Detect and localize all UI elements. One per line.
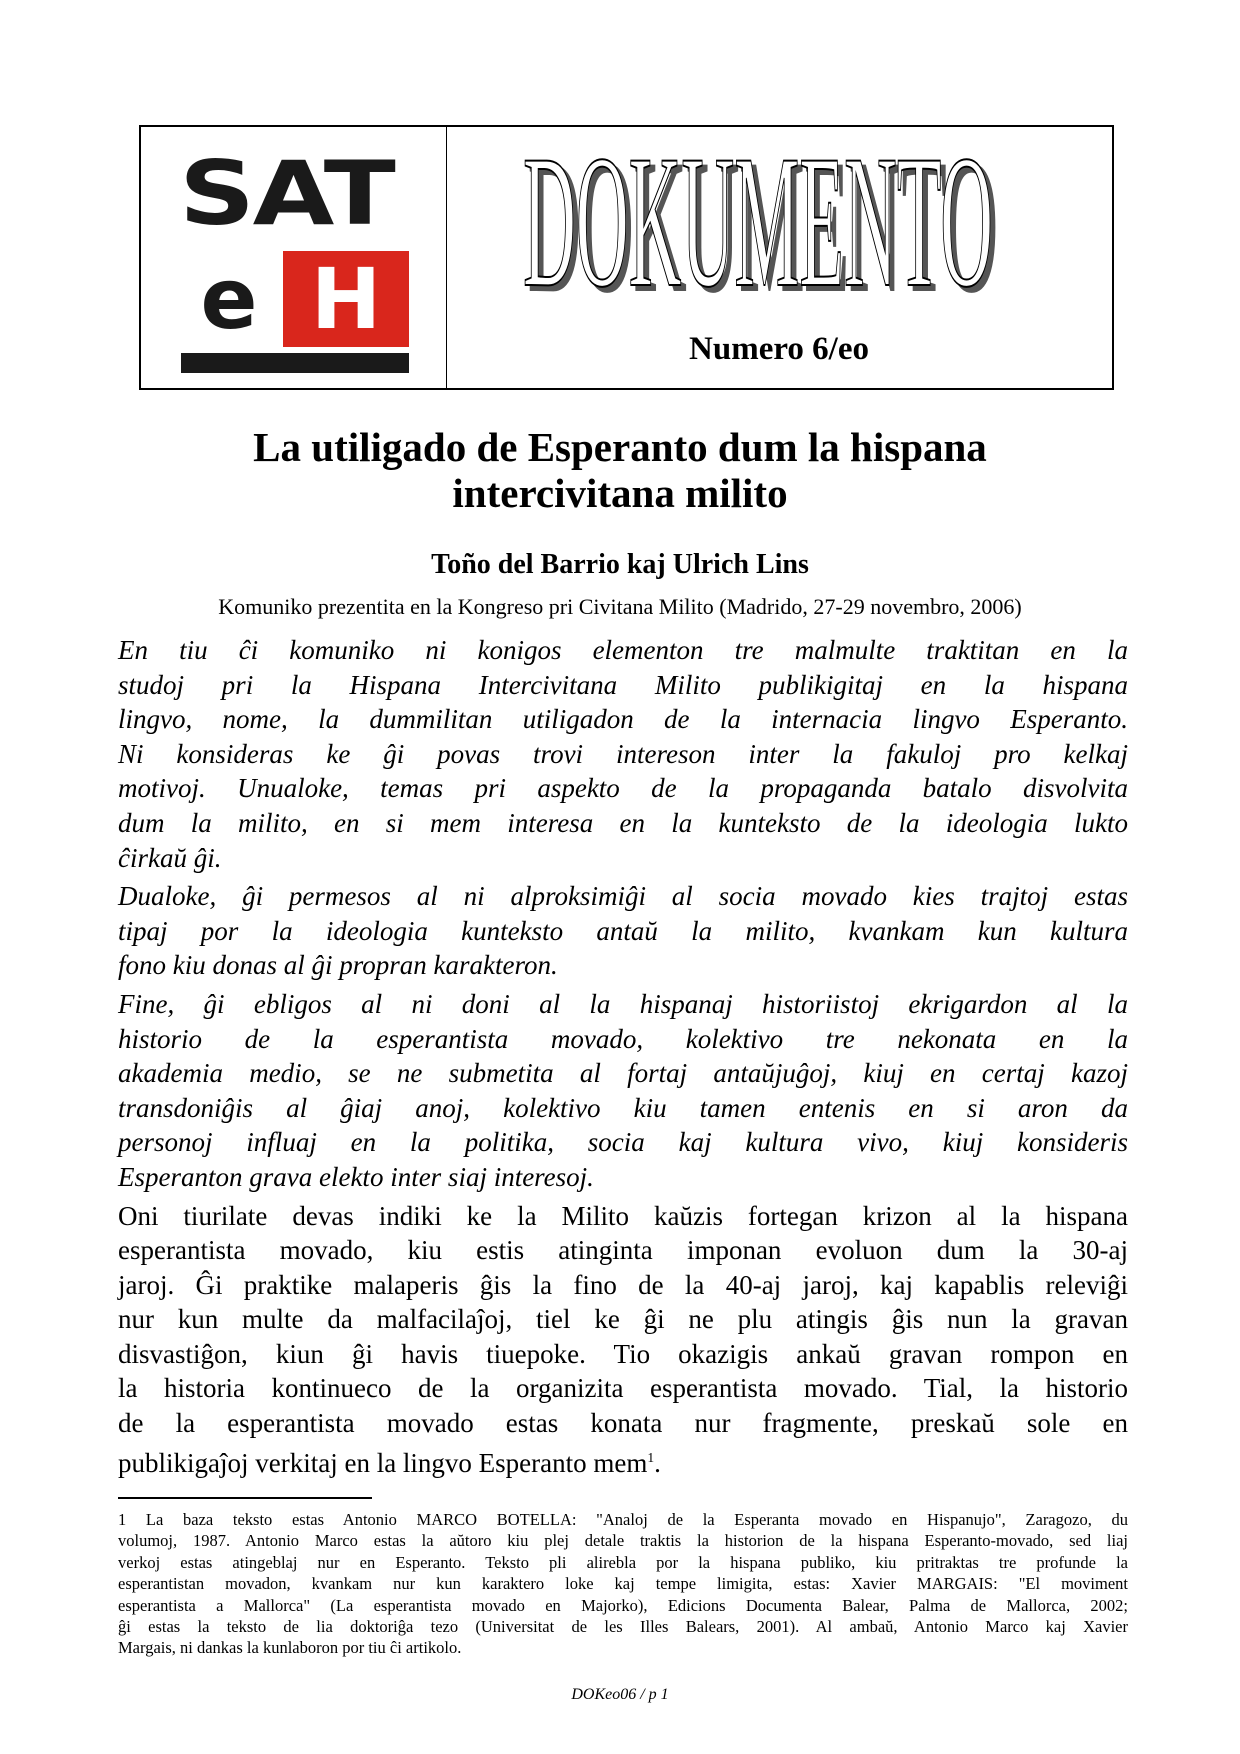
paragraph bbox=[118, 879, 1128, 983]
text-line: Dualoke, ĝi permesos al ni alproksimiĝi al socia movado kies trajtoj estas bbox=[118, 881, 1128, 912]
masthead-box bbox=[139, 125, 1114, 390]
footnote-line: Margais, ni dankas la kunlaboron por tiu ĉi artikolo. bbox=[118, 1638, 462, 1658]
text-line: ĉirkaŭ ĝi. bbox=[118, 842, 222, 873]
title-line: La utiligado de Esperanto dum la hispana bbox=[253, 424, 987, 470]
footnote-line: ĝi estas la teksto de lia doktoriĝa tezo (Universitat de les Illes Balears, 2001). Al ambaŭ, Antonio Marco kaj Xavier bbox=[118, 1617, 1128, 1637]
text-line: publikigaĵoj verkitaj en la lingvo Esperanto mem$^1$. bbox=[118, 1447, 661, 1478]
article-body bbox=[118, 633, 1128, 1484]
footnote-reference[interactable]: 1 bbox=[647, 1449, 655, 1465]
paragraph bbox=[118, 633, 1128, 875]
text-line: lingvo, nome, la dummilitan utiligadon de la internacia lingvo Esperanto. bbox=[118, 704, 1128, 735]
article-title bbox=[100, 424, 1140, 516]
text-line: dum la milito, en si mem interesa en la kunteksto de la ideologia lukto bbox=[118, 807, 1128, 838]
dokumento-wordmark bbox=[521, 143, 1001, 295]
text-line: personoj influaj en la politika, socia kaj kultura vivo, kiuj konsideris bbox=[118, 1127, 1128, 1158]
text-line: fono kiu donas al ĝi propran karakteron. bbox=[118, 950, 558, 981]
article-authors: Toño del Barrio kaj Ulrich Lins bbox=[431, 549, 809, 580]
title-line: intercivitana milito bbox=[452, 470, 788, 516]
logo-sat-text: SAT bbox=[179, 142, 394, 245]
article-subtitle: Komuniko prezentita en la Kongreso pri Civitana Milito (Madrido, 27-29 novembro, 2006) bbox=[218, 594, 1022, 619]
footnote-line: volumoj, 1987. Antonio Marco estas la aŭtoro kiu plej detale traktis la historion de la hispana Esperanto-movado, sed liaj bbox=[118, 1531, 1128, 1551]
text-line: En tiu ĉi komuniko ni konigos elementon tre malmulte traktitan en la bbox=[118, 635, 1128, 665]
text-line: Fine, ĝi ebligos al ni doni al la hispanaj historiistoj ekrigardon al la bbox=[118, 988, 1128, 1019]
footnote-separator bbox=[118, 1497, 372, 1499]
paragraph bbox=[118, 987, 1128, 1195]
text-line: esperantista movado, kiu estis atinginta imponan evoluon dum la 30-aj bbox=[118, 1235, 1128, 1266]
text-line: motivoj. Unualoke, temas pri aspekto de la propaganda batalo disvolvita bbox=[118, 773, 1128, 804]
text-line: Oni tiurilate devas indiki ke la Milito kaŭzis fortegan krizon al la hispana bbox=[118, 1200, 1128, 1231]
paragraph bbox=[118, 1199, 1128, 1481]
text-line: Ni konsideras ke ĝi povas trovi intereson inter la fakuloj pro kelkaj bbox=[118, 738, 1128, 769]
text-line: transdoniĝis al ĝiaj anoj, kolektivo kiu tamen entenis en si aron da bbox=[118, 1092, 1128, 1123]
text-line: jaroj. Ĝi praktike malaperis ĝis la fino de la 40-aj jaroj, kaj kapablis releviĝi bbox=[118, 1269, 1128, 1300]
logo-bar bbox=[181, 353, 409, 373]
text-line: historio de la esperantista movado, kolektivo tre nekonata en la bbox=[118, 1023, 1128, 1054]
page-footer: DOKeo06 / p 1 bbox=[571, 1686, 669, 1703]
text-line: tipaj por la ideologia kunteksto antaŭ la milito, kvankam kun kultura bbox=[118, 915, 1128, 946]
masthead-text: DOKUMENTO bbox=[523, 143, 993, 295]
text-line: nur kun multe da malfacilaĵoj, tiel ke ĝi ne plu atingis ĝis nun la gravan bbox=[118, 1304, 1128, 1335]
footnote-line: esperantistan movadon, kvankam nur kun karaktero loke kaj tempe limigita, estas: Xavier MARGAIS: "El moviment bbox=[118, 1574, 1128, 1594]
footnote-line: 1 La baza teksto estas Antonio MARCO BOTELLA: "Analoj de la Esperanta movado en Hispanujo", Zaragozo, du bbox=[118, 1510, 1128, 1529]
text-line: la historia kontinueco de la organizita esperantista movado. Tial, la historio bbox=[118, 1373, 1128, 1404]
footnote-line: esperantista a Mallorca" (La esperantista movado en Majorko), Edicions Documenta Balear, Palma de Mallorca, 2002; bbox=[118, 1595, 1128, 1615]
footnote bbox=[118, 1509, 1128, 1659]
sat-eh-logo bbox=[179, 141, 411, 375]
text-line: de la esperantista movado estas konata nur fragmente, preskaŭ sole en bbox=[118, 1408, 1128, 1439]
logo-h-letter: H bbox=[283, 251, 409, 347]
text-line: akademia medio, se ne submetita al fortaj antaŭjuĝoj, kiuj en certaj kazoj bbox=[118, 1058, 1128, 1089]
issue-number: Numero 6/eo bbox=[689, 331, 869, 367]
text-line: studoj pri la Hispana Intercivitana Milito publikigitaj en la hispana bbox=[118, 669, 1128, 700]
text-line: disvastiĝon, kiun ĝi havis tiuepoke. Tio okazigis ankaŭ gravan rompon en bbox=[118, 1338, 1128, 1369]
text-line: Esperanton grava elekto inter siaj interesoj. bbox=[118, 1161, 594, 1192]
logo-e-letter: e bbox=[200, 250, 258, 348]
footnote-line: verkoj estas atingeblaj nur en Esperanto. Teksto pli alirebla por la hispana publiko, kiu pritraktas tre profunde la bbox=[118, 1552, 1128, 1572]
